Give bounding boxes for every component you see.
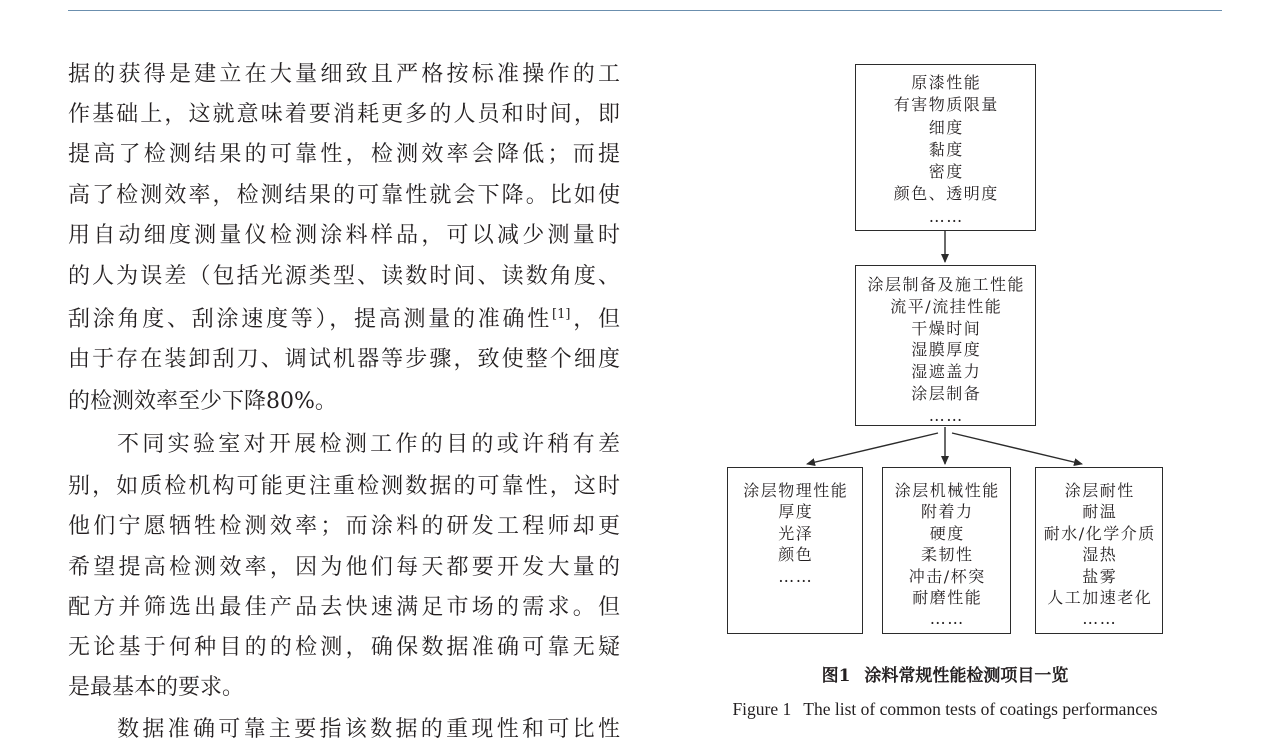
box-item: ……: [928, 405, 964, 425]
figure-label-en: Figure 1: [732, 699, 792, 719]
box-title: 涂层耐性: [1064, 481, 1135, 500]
body-line: 据的获得是建立在大量细致且严格按标准操作的工: [68, 62, 620, 87]
box-item: 密度: [928, 162, 964, 182]
box-item: 人工加速老化: [1047, 588, 1153, 608]
body-line: 是最基本的要求。: [68, 675, 245, 700]
body-line: 提高了检测结果的可靠性，检测效率会降低；而提: [68, 142, 620, 167]
box-item: 硬度: [929, 523, 965, 543]
body-line: 数据准确可靠主要指该数据的重现性和可比性: [117, 717, 620, 742]
box-title: 涂层机械性能: [894, 481, 1000, 500]
box-item: 涂层制备: [911, 383, 982, 403]
box-physical-properties: [727, 467, 863, 634]
box-item: ……: [929, 609, 965, 629]
body-line: 的人为误差（包括光源类型、读数时间、读数角度、: [68, 264, 620, 289]
figure-label-zh: 图1: [821, 666, 851, 686]
body-line: 由于存在装卸刮刀、调试机器等步骤，致使整个细度: [68, 347, 620, 372]
body-line: 配方并筛选出最佳产品去快速满足市场的需求。但: [68, 595, 620, 620]
body-line: 他们宁愿牺牲检测效率；而涂料的研发工程师却更: [68, 514, 620, 539]
box-item: 光泽: [778, 523, 814, 543]
figure-title-en: The list of common tests of coatings performances: [803, 699, 1158, 719]
box-title: 涂层制备及施工性能: [867, 275, 1025, 294]
body-line: [68, 305, 620, 335]
box-raw-paint-properties: [855, 64, 1036, 231]
body-line: 的检测效率至少下降80%。: [68, 389, 337, 414]
citation-ref: [1]: [552, 307, 571, 322]
box-item: ……: [928, 206, 964, 226]
arrow-prep-to-resistance: [952, 433, 1082, 464]
box-item: 颜色、透明度: [893, 184, 999, 204]
figure-caption-zh: [660, 663, 1230, 689]
arrow-prep-to-physical: [807, 433, 938, 464]
box-coating-preparation: [855, 265, 1036, 426]
figure-title-zh: 涂料常规性能检测项目一览: [864, 666, 1069, 686]
box-item: 干燥时间: [911, 318, 982, 338]
header-rule: [68, 10, 1222, 11]
box-item: 有害物质限量: [893, 95, 999, 115]
box-item: 耐水/化学介质: [1043, 523, 1156, 543]
body-line: 无论基于何种目的的检测，确保数据准确可靠无疑: [68, 635, 620, 660]
box-resistance-properties: [1035, 467, 1163, 634]
box-item: 厚度: [778, 502, 814, 522]
box-item: ……: [1082, 609, 1118, 629]
box-mechanical-properties: [882, 467, 1011, 634]
box-item: ……: [778, 566, 814, 586]
body-line-text: 刮涂角度、刮涂速度等），提高测量的准确性: [68, 307, 553, 332]
box-item: 耐温: [1082, 502, 1118, 522]
body-line: 作基础上，这就意味着要消耗更多的人员和时间，即: [68, 102, 620, 127]
box-item: 附着力: [920, 502, 974, 522]
box-item: 流平/流挂性能: [890, 296, 1003, 316]
box-item: 湿热: [1082, 545, 1118, 565]
body-line: 别，如质检机构可能更注重检测数据的可靠性，这时: [68, 474, 620, 499]
body-line: 高了检测效率，检测结果的可靠性就会下降。比如使: [68, 183, 620, 208]
box-item: 耐磨性能: [912, 588, 983, 608]
body-line: 希望提高检测效率，因为他们每天都要开发大量的: [68, 555, 620, 580]
box-item: 湿遮盖力: [911, 362, 982, 382]
box-title: 涂层物理性能: [743, 481, 849, 500]
box-title: 原漆性能: [911, 73, 982, 92]
body-line: 用自动细度测量仪检测涂料样品，可以减少测量时: [68, 223, 620, 248]
box-item: 盐雾: [1082, 566, 1118, 586]
box-item: 颜色: [778, 545, 814, 565]
box-item: 柔韧性: [920, 545, 974, 565]
body-line: 不同实验室对开展检测工作的目的或许稍有差: [117, 432, 620, 457]
box-item: 湿膜厚度: [911, 340, 982, 360]
figure-caption-en: [660, 696, 1230, 722]
body-line-text: ，但: [570, 307, 620, 332]
box-item: 细度: [928, 117, 964, 137]
box-item: 冲击/杯突: [908, 566, 986, 586]
box-item: 黏度: [928, 139, 964, 159]
